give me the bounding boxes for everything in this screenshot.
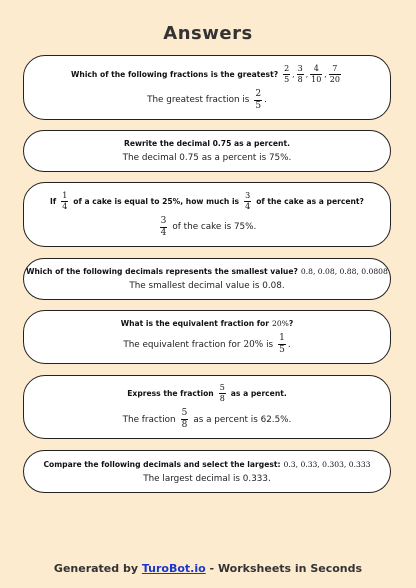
- fraction-option: $\frac{7}{20}$: [329, 63, 340, 84]
- answer-suffix: .: [287, 339, 291, 350]
- question-prefix: Which of the following decimals represents the smallest value?: [26, 267, 298, 276]
- answer-suffix: as a percent is 62.5%.: [193, 414, 292, 425]
- answer-card-1: [23, 55, 391, 120]
- answer-prefix: The equivalent fraction for: [123, 339, 241, 350]
- question-prefix: Which of the following fractions is the greatest?: [71, 69, 279, 79]
- answer-card-6: [23, 375, 391, 439]
- question-text: [127, 384, 287, 403]
- footer: [0, 562, 416, 575]
- answer-text: The smallest decimal value is 0.08.: [129, 281, 285, 291]
- fraction-option: $\frac{2}{5}$: [284, 63, 290, 84]
- question-suffix: as a percent.: [230, 389, 287, 398]
- answer-fraction: $\frac{3}{4}$: [160, 215, 167, 238]
- answer-text: [147, 90, 267, 111]
- fraction-option: $\frac{3}{8}$: [297, 63, 303, 84]
- answer-fraction: $\frac{5}{8}$: [181, 408, 188, 430]
- answer-text: The decimal 0.75 as a percent is 75%.: [122, 153, 292, 163]
- answer-value: 20%: [243, 339, 264, 350]
- answer-card-2: [23, 130, 391, 172]
- question-fraction: $\frac{1}{4}$: [62, 190, 68, 211]
- answer-fraction: $\frac{2}{5}$: [255, 88, 262, 111]
- answer-suffix: .: [264, 95, 267, 105]
- answer-text: [158, 217, 257, 238]
- page-title: Answers: [163, 23, 253, 44]
- answer-card-5: [23, 310, 391, 364]
- question-suffix: ?: [288, 319, 294, 328]
- footer-prefix: Generated by: [53, 562, 139, 575]
- question-text: [50, 192, 364, 211]
- question-end: of the cake as a percent?: [256, 196, 364, 206]
- question-text: Rewrite the decimal 0.75 as a percent.: [124, 139, 290, 148]
- answer-suffix: of the cake is 75%.: [172, 222, 257, 232]
- question-values: 0.8, 0.08, 0.88, 0.0808: [300, 267, 388, 276]
- fraction-option: $\frac{4}{10}$: [311, 63, 322, 84]
- question-text: [121, 319, 294, 328]
- question-values: 0.3, 0.33, 0.303, 0.333: [283, 459, 371, 469]
- answer-text: [123, 334, 290, 355]
- answer-card-3: [23, 182, 391, 247]
- question-middle: of a cake is equal to 25%, how much is: [73, 196, 240, 206]
- answer-fraction: $\frac{1}{5}$: [279, 333, 285, 355]
- question-value: 20%: [272, 319, 289, 328]
- question-fraction: $\frac{3}{4}$: [245, 190, 251, 211]
- question-prefix: Compare the following decimals and select the largest:: [43, 459, 281, 469]
- question-text: Which of the following fractions is the greatest? $\frac{2}{5}$ , $\frac{3}{8}$ , $\frac{4}{10}$ , $\frac{7}{20}$: [71, 63, 340, 84]
- answer-prefix: The greatest fraction is: [147, 95, 250, 105]
- question-if: If: [50, 196, 57, 206]
- question-fraction: $\frac{5}{8}$: [219, 383, 225, 403]
- answer-text: The largest decimal is 0.333.: [143, 473, 271, 484]
- answer-prefix: The fraction: [122, 414, 176, 425]
- question-prefix: Express the fraction: [127, 389, 214, 398]
- footer-suffix: - Worksheets in Seconds: [209, 562, 363, 575]
- answer-card-7: [23, 450, 391, 493]
- answer-is: is: [266, 339, 274, 350]
- question-text: [43, 460, 370, 469]
- answer-card-4: [23, 258, 391, 300]
- question-text: [26, 267, 388, 276]
- question-prefix: What is the equivalent fraction for: [120, 319, 270, 328]
- turobot-link[interactable]: TuroBot.io: [141, 562, 206, 575]
- answer-text: [123, 409, 292, 430]
